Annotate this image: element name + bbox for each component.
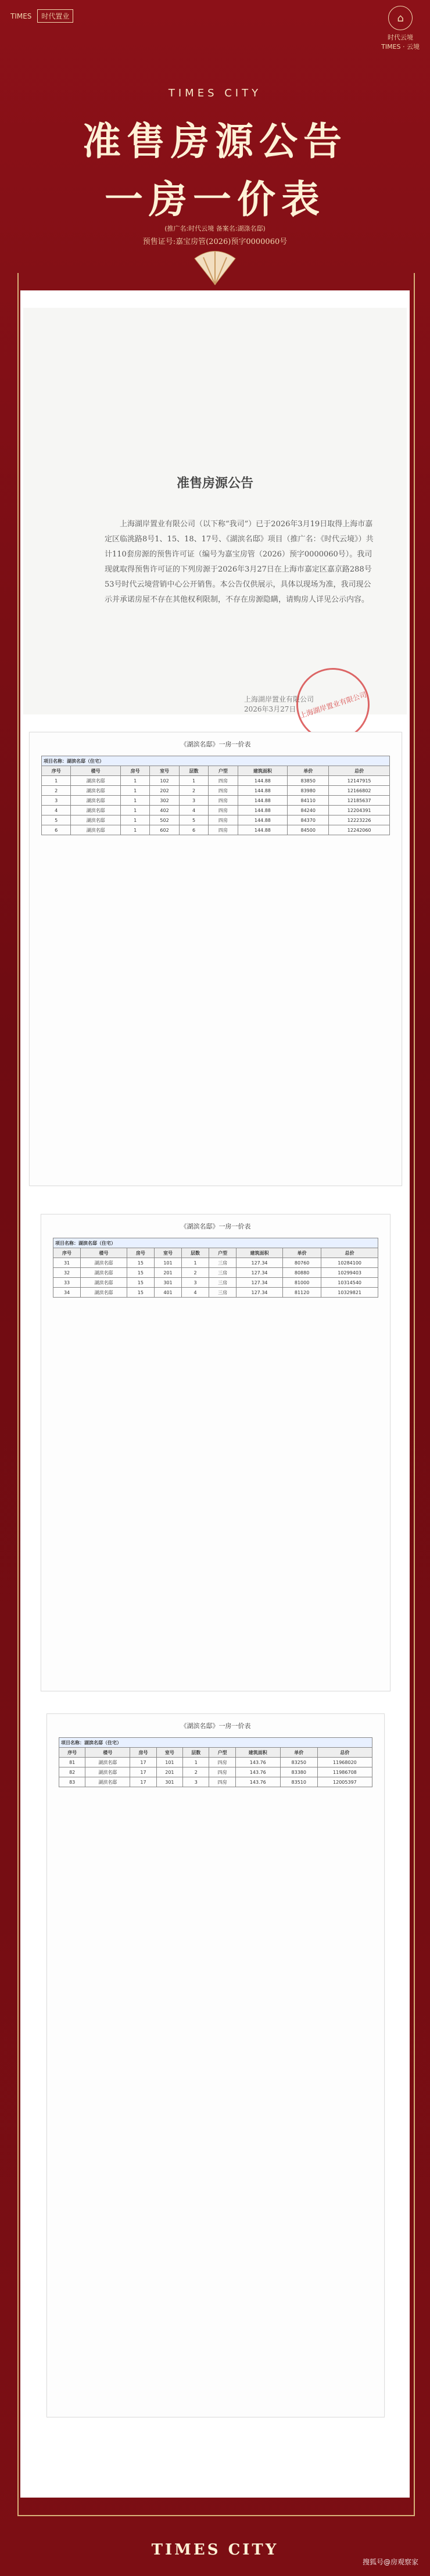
col-header: 序号: [59, 1748, 85, 1758]
table-row: 32 湖滨名邸 15 201 2 三房 127.34 80880 10299403: [53, 1268, 378, 1278]
project-emblem-icon: ⌂: [388, 6, 413, 30]
sheet-caption: 《湖滨名邸》一房一价表: [180, 1223, 251, 1230]
project-logo-sub: TIMES · 云境: [381, 43, 420, 51]
watermark-text: 搜狐号@房观察家: [362, 2558, 418, 2566]
title-main: 准售房源公告: [83, 118, 347, 164]
notice-date: 2026年3月27日: [243, 705, 296, 713]
price-table-1: [41, 756, 390, 835]
table-row: 6 湖滨名邸 1 602 6 四房 144.88 84500 12242060: [42, 825, 390, 835]
col-header: 单价: [280, 1748, 317, 1758]
col-header: 楼号: [81, 1248, 127, 1258]
col-header: 室号: [154, 1248, 181, 1258]
title-secondary: 一房一价表: [105, 177, 325, 222]
project-subline: (推广名:时代云境 备案名:湖涤名邸): [164, 225, 266, 232]
col-header: 层数: [181, 1248, 209, 1258]
table-row: 31 湖滨名邸 15 101 1 三房 127.34 80760 10284100: [53, 1258, 378, 1268]
table-row: 4 湖滨名邸 1 402 4 四房 144.88 84240 12204391: [42, 806, 390, 815]
col-header: 序号: [53, 1248, 81, 1258]
col-header: 建筑面积: [236, 1248, 283, 1258]
price-table-3: [59, 1737, 372, 1787]
col-header: 室号: [156, 1748, 182, 1758]
notice-paragraph: 上海湖岸置业有限公司（以下称“我司”）已于2026年3月19日取得上海市嘉定区临洮路8号1、15、18、17号、《湖滨名邸》项目（推广名：《时代云境》）共计110套房源的预售许可证（编号为嘉宝房管（2026）预字0000060号）。我司现就取得预售许可证的下列房源于2026年3月27日在上海市嘉定区嘉京路288号53号时代云境营销中心公开销售。本公告仅供展示，具体以现场为准，我司现公示并承诺房屋不存在其他权利限制，不存在房源隐瞒，请购房人详见公示内容。: [105, 520, 374, 604]
times-logo-box: 时代置业: [37, 9, 73, 23]
col-header: 楼号: [71, 766, 121, 776]
table-row: 5 湖滨名邸 1 502 5 四房 144.88 84370 12223226: [42, 815, 390, 825]
col-header: 建筑面积: [235, 1748, 280, 1758]
col-header: 户型: [209, 1748, 235, 1758]
sheet-section: 项目名称：湖滨名邸（住宅）: [42, 756, 390, 766]
table-row: 33 湖滨名邸 15 301 3 三房 127.34 81000 10314540: [53, 1278, 378, 1288]
col-header: 总价: [317, 1748, 372, 1758]
sheet-section: 项目名称：湖滨名邸（住宅）: [59, 1738, 372, 1748]
col-header: 房号: [120, 766, 149, 776]
col-header: 序号: [42, 766, 71, 776]
col-header: 层数: [179, 766, 208, 776]
times-logo-text: TIMES: [10, 12, 32, 20]
notice-title: 准售房源公告: [176, 476, 253, 491]
table-row: 83 湖滨名邸 17 301 3 四房 143.76 83510 12005397: [59, 1777, 372, 1787]
price-sheet-2: [41, 1214, 390, 1691]
permit-number: 预售证号:嘉宝房管(2026)预字0000060号: [142, 238, 288, 246]
price-sheet-1: [29, 732, 402, 1186]
col-header: 户型: [209, 766, 238, 776]
price-table-2: [53, 1238, 378, 1298]
price-sheet-3: [46, 1713, 385, 2417]
notice-company: 上海湖岸置业有限公司: [243, 695, 314, 703]
footer: [0, 2521, 430, 2576]
sheet-section: 项目名称：湖滨名邸（住宅）: [53, 1238, 378, 1248]
table-row: 81 湖滨名邸 17 101 1 四房 143.76 83250 11968020: [59, 1758, 372, 1767]
project-logo-name: 时代云境: [388, 34, 414, 41]
col-header: 楼号: [85, 1748, 130, 1758]
col-header: 单价: [282, 1248, 321, 1258]
col-header: 层数: [183, 1748, 209, 1758]
top-bar: [0, 0, 430, 53]
col-header: 房号: [130, 1748, 156, 1758]
table-row: 3 湖滨名邸 1 302 3 四房 144.88 84110 12185637: [42, 796, 390, 806]
sheet-caption: 《湖滨名邸》一房一价表: [180, 741, 251, 748]
sheet-caption: 《湖滨名邸》一房一价表: [180, 1722, 251, 1730]
table-row: 2 湖滨名邸 1 202 2 四房 144.88 83980 12166802: [42, 786, 390, 796]
col-header: 单价: [288, 766, 329, 776]
notice-sheet: [23, 308, 407, 720]
table-row: 34 湖滨名邸 15 401 4 三房 127.34 81120 10329821: [53, 1288, 378, 1298]
col-header: 建筑面积: [238, 766, 288, 776]
brand-wordmark: TIMES CITY: [168, 87, 262, 99]
developer-logo: [10, 9, 73, 23]
project-logo: [381, 6, 420, 51]
col-header: 室号: [150, 766, 179, 776]
col-header: 总价: [329, 766, 390, 776]
table-row: 82 湖滨名邸 17 201 2 四房 143.76 83380 11986708: [59, 1767, 372, 1777]
table-row: 1 湖滨名邸 1 102 1 四房 144.88 83850 12147915: [42, 776, 390, 786]
footer-brand: TIMES CITY: [151, 2541, 279, 2559]
col-header: 总价: [321, 1248, 378, 1258]
seal-text: 上海湖岸置业有限公司: [298, 690, 368, 720]
col-header: 房号: [127, 1248, 154, 1258]
col-header: 户型: [209, 1248, 236, 1258]
